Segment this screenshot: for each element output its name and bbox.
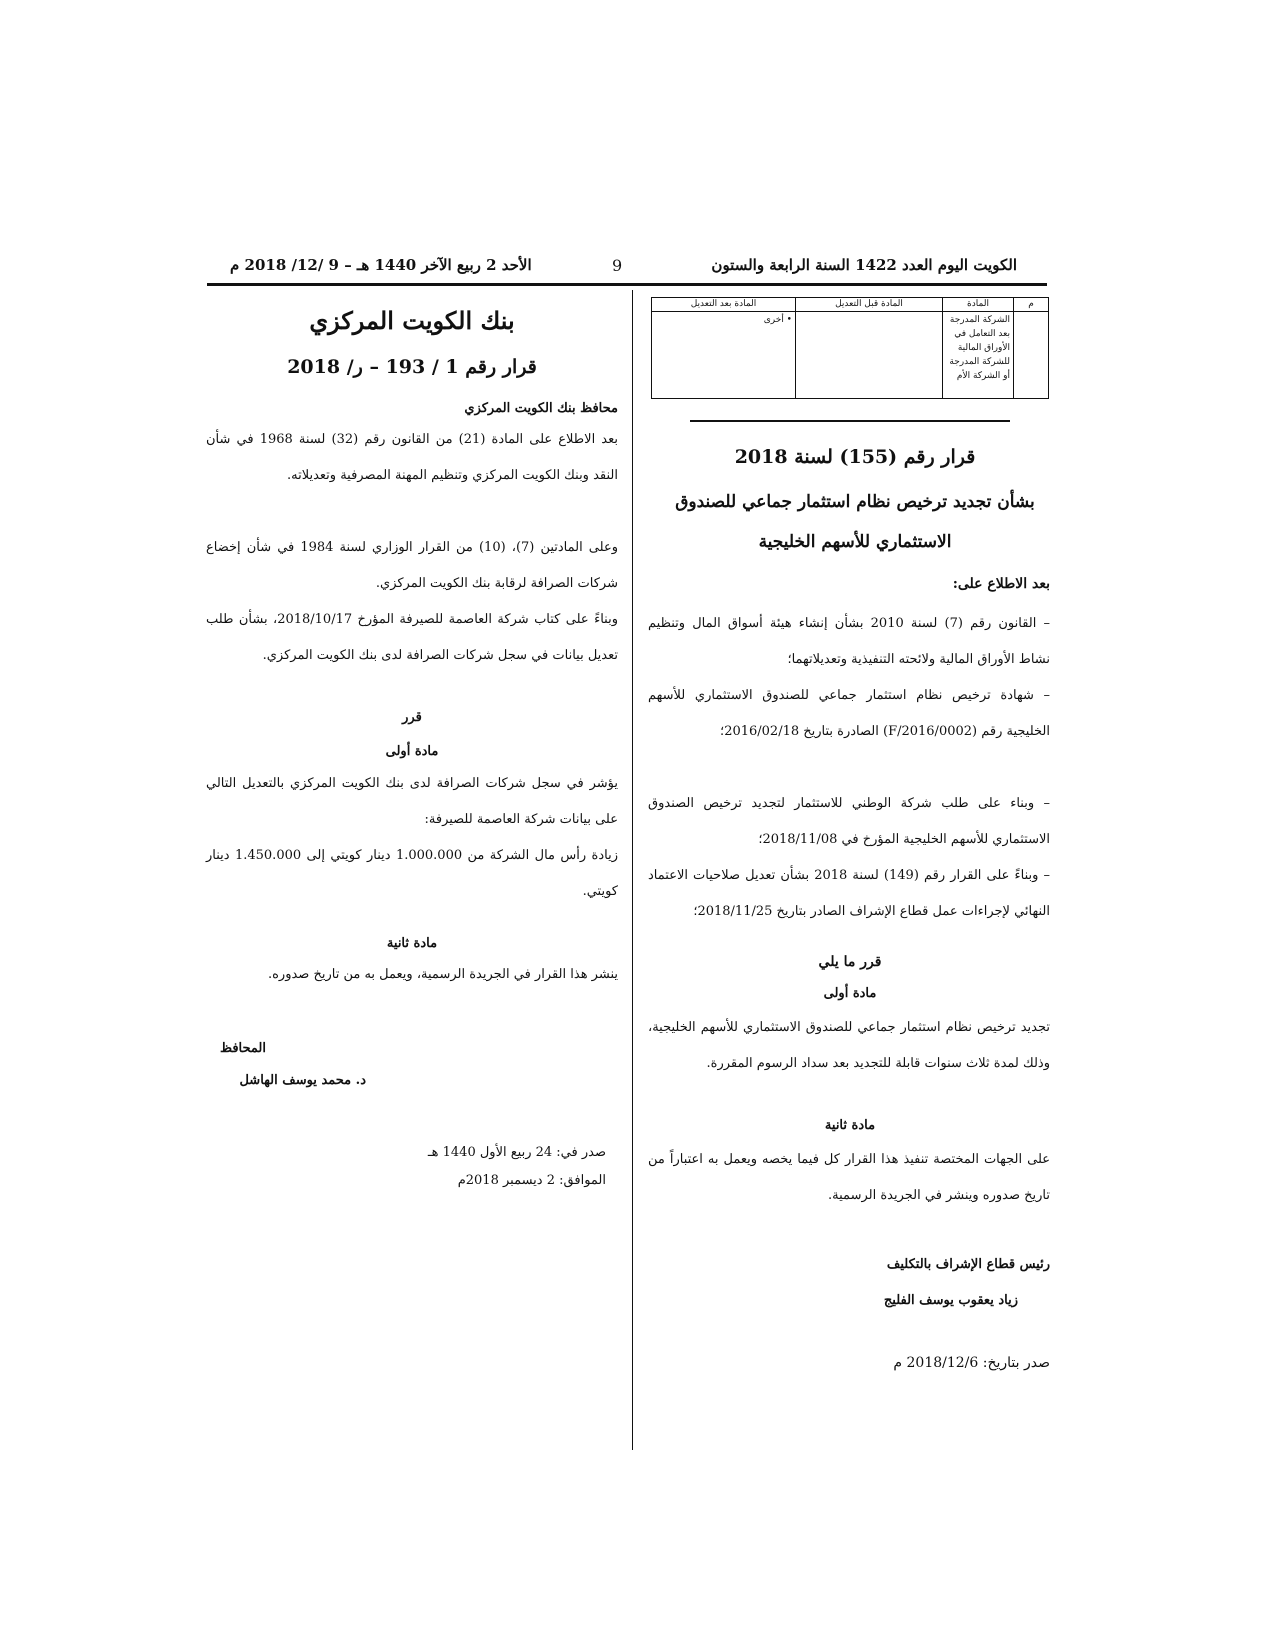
decision-number: قرار رقم 1 / 193 – ر/ 2018 [287,356,537,378]
decision-subject-line2: الاستثماري للأسهم الخليجية [758,532,952,552]
cbk-preamble-ministerial: وعلى المادتين (7)، (10) من القرار الوزاري لسنة 1984 في شأن إخضاع شركات الصرافة لرقابة بنك الكويت المركزي. [206,540,618,591]
table-header-cell: المادة بعد التعديل [652,298,796,312]
table-row [652,312,1049,399]
section-separator [690,420,1010,422]
issue-date: صدر بتاريخ: 2018/12/6 م [893,1355,1050,1371]
cbk-article-two-heading: مادة ثانية [386,936,438,951]
table-header-cell: م [1014,298,1049,312]
cbk-preamble-request: وبناءً على كتاب شركة العاصمة للصيرفة المؤرخ 2018/10/17، بشأن طلب تعديل بيانات في سجل شركات الصرافة لدى بنك الكويت المركزي. [206,612,619,663]
cbk-capital-increase: زيادة رأس مال الشركة من 1.000.000 دينار كويتي إلى 1.450.000 دينار كويتي. [206,848,619,899]
table-cell-article: الشركة المدرجة بعد التعامل في الأوراق المالية للشركة المدرجة أو الشركة الأم [943,312,1014,399]
table-header-row [652,298,1049,312]
cbk-article-one-heading: مادة أولى [385,744,439,759]
table-cell-m [1014,312,1049,399]
decided-heading: قرر ما يلي [818,954,882,970]
after-review-heading: بعد الاطلاع على: [952,576,1050,592]
decision-subject-line1: بشأن تجديد ترخيص نظام استثمار جماعي للصندوق [675,492,1035,512]
table-header-cell: المادة قبل التعديل [796,298,943,312]
decision-title: قرار رقم (155) لسنة 2018 [734,446,976,468]
governor-heading: محافظ بنك الكويت المركزي [464,401,618,416]
article-one-heading: مادة أولى [823,986,877,1001]
table-header-cell: المادة [943,298,1014,312]
cbk-signatory-title: المحافظ [220,1041,266,1056]
preamble-resolution: – وبناءً على القرار رقم (149) لسنة 2018 بشأن تعديل صلاحيات الاعتماد النهائي لإجراءات عمل قطاع الإشراف الصادر بتاريخ 2018/11/25؛ [648,868,1050,919]
cbk-preamble-law: بعد الاطلاع على المادة (21) من القانون رقم (32) لسنة 1968 في شأن النقد وبنك الكويت المركزي وتنظيم المهنة المصرفية وتعديلاته. [206,432,619,483]
cbk-article-one-text: يؤشر في سجل شركات الصرافة لدى بنك الكويت المركزي بالتعديل التالي على بيانات شركة العاصمة للصيرفة: [206,776,618,827]
page-number: 9 [612,256,623,275]
header-rule [207,283,1047,286]
article-one-text: تجديد ترخيص نظام استثمار جماعي للصندوق الاستثماري للأسهم الخليجية، وذلك لمدة ثلاث سنوات قابلة للتجديد بعد سداد الرسوم المقررة. [648,1020,1050,1071]
organization-title: بنك الكويت المركزي [309,306,515,335]
cbk-issue-date-gregorian: الموافق: 2 ديسمبر 2018م [457,1173,606,1188]
preamble-certificate: – شهادة ترخيص نظام استثمار جماعي للصندوق الاستثماري للأسهم الخليجية رقم (F/2016/0002) الصادرة بتاريخ 2016/02/18؛ [648,688,1050,739]
table-cell-before [796,312,943,399]
column-divider [632,290,633,1450]
preamble-request: – وبناء على طلب شركة الوطني للاستثمار لتجديد ترخيص الصندوق الاستثماري للأسهم الخليجية المؤرخ في 2018/11/08؛ [648,796,1050,847]
cbk-issue-date-hijri: صدر في: 24 ربيع الأول 1440 هـ [427,1145,606,1160]
cbk-decided-heading: قرر [402,710,422,725]
article-two-text: على الجهات المختصة تنفيذ هذا القرار كل فيما يخصه ويعمل به اعتباراً من تاريخ صدوره وينشر في الجريدة الرسمية. [648,1152,1050,1203]
cbk-signatory-name: د. محمد يوسف الهاشل [239,1073,366,1088]
cbk-article-two-text: ينشر هذا القرار في الجريدة الرسمية، ويعمل به من تاريخ صدوره. [267,967,618,982]
preamble-law: – القانون رقم (7) لسنة 2010 بشأن إنشاء هيئة أسواق المال وتنظيم نشاط الأوراق المالية ولائحته التنفيذية وتعديلاتهما؛ [648,616,1051,667]
article-two-heading: مادة ثانية [824,1118,876,1133]
table-cell-after: • أخرى [652,312,796,399]
header-issue-info: الكويت اليوم العدد 1422 السنة الرابعة والستون [711,256,1017,274]
amendment-table [651,297,1049,399]
signatory-title: رئيس قطاع الإشراف بالتكليف [886,1257,1050,1272]
header-date: الأحد 2 ربيع الآخر 1440 هـ – 9 /12/ 2018 م [230,256,532,274]
signatory-name: زياد يعقوب يوسف الفليج [883,1293,1018,1308]
